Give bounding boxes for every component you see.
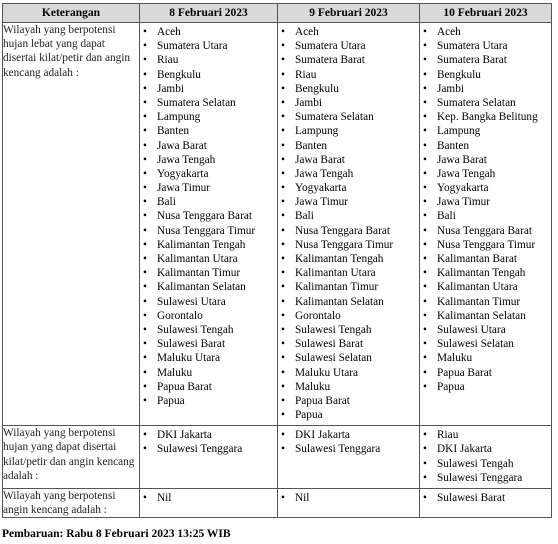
region-item: • Kalimantan Tengah bbox=[142, 238, 275, 252]
region-item: • Bali bbox=[142, 195, 275, 209]
region-list bbox=[140, 23, 277, 411]
region-list bbox=[278, 23, 419, 425]
region-item: • Sumatera Barat bbox=[422, 53, 549, 67]
region-item: • Nil bbox=[142, 491, 275, 505]
region-item: • Nusa Tenggara Barat bbox=[422, 224, 549, 238]
row-label: Wilayah yang berpotensi hujan lebat yang dapat disertai kilat/petir dan angin kencang adalah : bbox=[3, 23, 140, 426]
region-item: • Riau bbox=[280, 68, 417, 82]
region-item: • Sulawesi Utara bbox=[422, 323, 549, 337]
region-item: • Lampung bbox=[422, 124, 549, 138]
region-item: • Sulawesi Tengah bbox=[142, 323, 275, 337]
region-item: • Kalimantan Selatan bbox=[142, 280, 275, 294]
region-item: • Nusa Tenggara Barat bbox=[142, 209, 275, 223]
region-item: • Maluku Utara bbox=[280, 366, 417, 380]
region-item: • Bali bbox=[280, 209, 417, 223]
region-item: • Yogyakarta bbox=[142, 167, 275, 181]
region-item: • Sumatera Utara bbox=[422, 39, 549, 53]
region-item: • Sulawesi Barat bbox=[280, 337, 417, 351]
region-item: • Kalimantan Timur bbox=[142, 266, 275, 280]
region-list bbox=[278, 489, 419, 508]
header-day-3: 10 Februari 2023 bbox=[420, 4, 552, 23]
region-item: • Aceh bbox=[142, 25, 275, 39]
region-item: • Jawa Timur bbox=[422, 195, 549, 209]
region-item: • Kalimantan Utara bbox=[280, 266, 417, 280]
region-list bbox=[140, 426, 277, 459]
region-item: • Aceh bbox=[422, 25, 549, 39]
region-item: • Bali bbox=[422, 209, 549, 223]
region-item: • Jawa Barat bbox=[280, 153, 417, 167]
region-item: • Sulawesi Barat bbox=[422, 491, 549, 505]
region-cell-day3 bbox=[420, 489, 552, 518]
region-item: • Maluku bbox=[142, 366, 275, 380]
region-item: • Sumatera Selatan bbox=[280, 110, 417, 124]
region-list bbox=[420, 426, 551, 488]
region-list bbox=[420, 489, 551, 508]
region-item: • Jawa Tengah bbox=[280, 167, 417, 181]
region-item: • Kalimantan Utara bbox=[142, 252, 275, 266]
region-item: • Sumatera Barat bbox=[280, 53, 417, 67]
region-item: • Bengkulu bbox=[280, 82, 417, 96]
region-item: • Jawa Barat bbox=[422, 153, 549, 167]
region-item: • DKI Jakarta bbox=[422, 442, 549, 456]
region-item: • Papua Barat bbox=[422, 366, 549, 380]
region-item: • Papua Barat bbox=[280, 394, 417, 408]
region-item: • Jambi bbox=[142, 82, 275, 96]
region-item: • Jawa Timur bbox=[142, 181, 275, 195]
region-item: • Lampung bbox=[142, 110, 275, 124]
region-item: • Papua bbox=[422, 380, 549, 394]
region-item: • Kalimantan Selatan bbox=[422, 309, 549, 323]
region-item: • Kalimantan Timur bbox=[280, 280, 417, 294]
region-cell-day1 bbox=[140, 489, 278, 518]
table-row bbox=[3, 426, 552, 489]
region-item: • Kalimantan Utara bbox=[422, 280, 549, 294]
region-item: • Jambi bbox=[280, 96, 417, 110]
table-row bbox=[3, 23, 552, 426]
forecast-table bbox=[2, 3, 552, 518]
region-item: • Sulawesi Tengah bbox=[280, 323, 417, 337]
region-item: • Nusa Tenggara Barat bbox=[280, 224, 417, 238]
region-item: • DKI Jakarta bbox=[142, 428, 275, 442]
region-item: • Bengkulu bbox=[142, 68, 275, 82]
region-item: • Kep. Bangka Belitung bbox=[422, 110, 549, 124]
region-item: • Sulawesi Selatan bbox=[422, 337, 549, 351]
region-item: • Maluku Utara bbox=[142, 351, 275, 365]
table-row bbox=[3, 489, 552, 518]
region-item: • Jawa Tengah bbox=[142, 153, 275, 167]
region-item: • DKI Jakarta bbox=[280, 428, 417, 442]
region-list bbox=[420, 23, 551, 397]
header-row bbox=[3, 4, 552, 23]
region-item: • Papua bbox=[142, 394, 275, 408]
region-item: • Aceh bbox=[280, 25, 417, 39]
region-cell-day1 bbox=[140, 426, 278, 489]
region-item: • Nusa Tenggara Timur bbox=[280, 238, 417, 252]
region-item: • Sumatera Utara bbox=[142, 39, 275, 53]
update-timestamp: Pembaruan: Rabu 8 Februari 2023 13:25 WIB bbox=[2, 528, 231, 540]
region-item: • Sumatera Utara bbox=[280, 39, 417, 53]
region-item: • Riau bbox=[422, 428, 549, 442]
table-body bbox=[3, 23, 552, 518]
region-item: • Sulawesi Selatan bbox=[280, 351, 417, 365]
region-item: • Papua Barat bbox=[142, 380, 275, 394]
region-item: • Yogyakarta bbox=[280, 181, 417, 195]
region-item: • Kalimantan Tengah bbox=[280, 252, 417, 266]
region-item: • Kalimantan Barat bbox=[422, 252, 549, 266]
region-list bbox=[140, 489, 277, 508]
region-item: • Banten bbox=[422, 139, 549, 153]
region-item: • Sulawesi Tenggara bbox=[422, 471, 549, 485]
region-cell-day3 bbox=[420, 426, 552, 489]
header-day-1: 8 Februari 2023 bbox=[140, 4, 278, 23]
region-item: • Sumatera Selatan bbox=[422, 96, 549, 110]
region-item: • Kalimantan Timur bbox=[422, 295, 549, 309]
region-item: • Kalimantan Tengah bbox=[422, 266, 549, 280]
row-label: Wilayah yang berpotensi hujan yang dapat disertai kilat/petir dan angin kencang adalah : bbox=[3, 426, 140, 489]
region-list bbox=[278, 426, 419, 459]
region-item: • Jawa Barat bbox=[142, 139, 275, 153]
region-cell-day3 bbox=[420, 23, 552, 426]
region-item: • Riau bbox=[142, 53, 275, 67]
header-keterangan: Keterangan bbox=[3, 4, 140, 23]
region-cell-day2 bbox=[278, 426, 420, 489]
region-item: • Maluku bbox=[422, 351, 549, 365]
region-item: • Sulawesi Utara bbox=[142, 295, 275, 309]
region-item: • Jawa Timur bbox=[280, 195, 417, 209]
region-item: • Nusa Tenggara Timur bbox=[422, 238, 549, 252]
region-item: • Nusa Tenggara Timur bbox=[142, 224, 275, 238]
region-cell-day2 bbox=[278, 23, 420, 426]
region-item: • Sulawesi Tengah bbox=[422, 457, 549, 471]
region-item: • Jawa Tengah bbox=[422, 167, 549, 181]
region-item: • Kalimantan Selatan bbox=[280, 295, 417, 309]
header-day-2: 9 Februari 2023 bbox=[278, 4, 420, 23]
region-item: • Sulawesi Barat bbox=[142, 337, 275, 351]
region-item: • Jambi bbox=[422, 82, 549, 96]
region-item: • Sumatera Selatan bbox=[142, 96, 275, 110]
region-item: • Sulawesi Tenggara bbox=[280, 442, 417, 456]
region-item: • Gorontalo bbox=[280, 309, 417, 323]
region-item: • Nil bbox=[280, 491, 417, 505]
region-item: • Gorontalo bbox=[142, 309, 275, 323]
region-item: • Banten bbox=[280, 139, 417, 153]
region-item: • Maluku bbox=[280, 380, 417, 394]
region-item: • Bengkulu bbox=[422, 68, 549, 82]
row-label: Wilayah yang berpotensi angin kencang adalah : bbox=[3, 489, 140, 518]
region-item: • Yogyakarta bbox=[422, 181, 549, 195]
region-item: • Papua bbox=[280, 408, 417, 422]
region-item: • Lampung bbox=[280, 124, 417, 138]
region-item: • Sulawesi Tenggara bbox=[142, 442, 275, 456]
region-cell-day2 bbox=[278, 489, 420, 518]
region-cell-day1 bbox=[140, 23, 278, 426]
region-item: • Banten bbox=[142, 124, 275, 138]
